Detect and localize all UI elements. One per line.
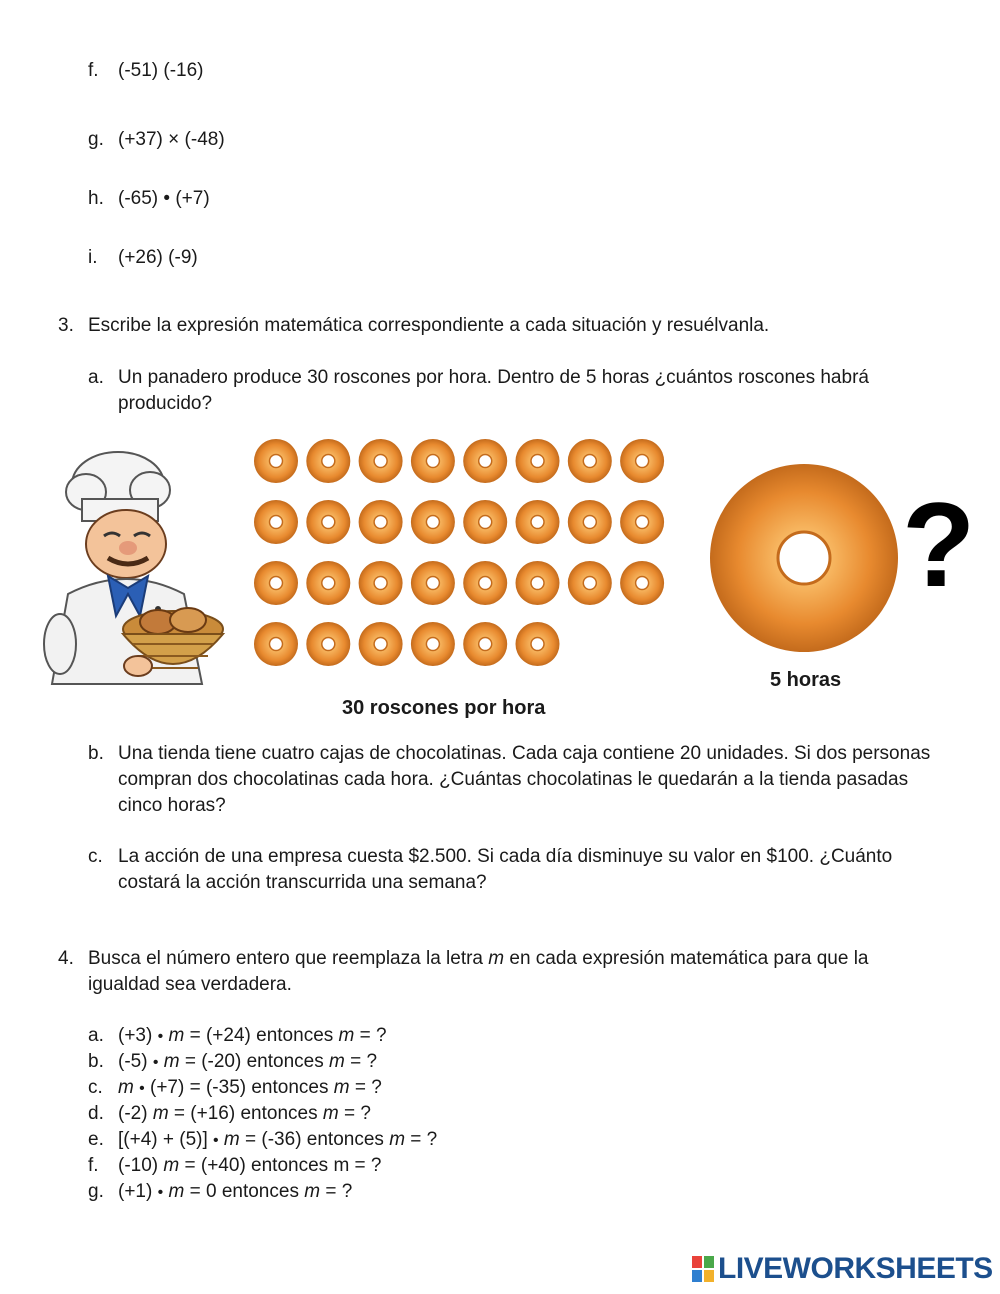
item-label: i.: [88, 247, 98, 268]
donut-icon: [254, 622, 298, 666]
item-label: a.: [88, 367, 104, 388]
item-expression: (-2) m = (+16) entonces m = ?: [118, 1103, 371, 1124]
donut-icon: [359, 500, 403, 544]
donut-icon: [359, 439, 403, 483]
item-label: e.: [88, 1129, 104, 1150]
item-text: Una tienda tiene cuatro cajas de chocolatinas. Cada caja contiene 20 unidades. Si dos personas compran dos chocolatinas cada hora. ¿Cuántas chocolatinas le quedarán a la tienda pasadas cinco horas?: [118, 743, 931, 816]
item-expression: (-65) • (+7): [118, 188, 210, 209]
question-number: 3.: [58, 315, 74, 336]
donut-icon: [568, 500, 612, 544]
donut-icon: [254, 561, 298, 605]
question-prompt: [88, 946, 908, 998]
donut-icon: [411, 500, 455, 544]
donut-icon: [359, 561, 403, 605]
item-label: h.: [88, 188, 104, 209]
item-expression: (+1) • m = 0 entonces m = ?: [118, 1181, 353, 1202]
donut-icon: [516, 561, 560, 605]
item-label: b.: [88, 1051, 104, 1072]
donut-icon: [516, 622, 560, 666]
item-label: f.: [88, 1155, 99, 1176]
item-label: d.: [88, 1103, 104, 1124]
item-label: f.: [88, 60, 99, 81]
donut-icon: [306, 622, 350, 666]
liveworksheets-logo[interactable]: [692, 1254, 993, 1284]
item-label: b.: [88, 743, 104, 764]
donut-icon: [568, 561, 612, 605]
donut-icon: [568, 439, 612, 483]
item-expression: (-10) m = (+40) entonces m = ?: [118, 1155, 382, 1176]
donut-icon: [620, 500, 664, 544]
donut-icon: [516, 500, 560, 544]
donut-icon: [463, 622, 507, 666]
item-label: g.: [88, 1181, 104, 1202]
item-label: a.: [88, 1025, 104, 1046]
item-expression: (-5) • m = (-20) entonces m = ?: [118, 1051, 378, 1072]
caption-hours: 5 horas: [770, 669, 842, 691]
donut-icon: [463, 439, 507, 483]
donut-icon: [411, 622, 455, 666]
donut-icon: [411, 439, 455, 483]
donut-icon: [516, 439, 560, 483]
donut-icon: [620, 439, 664, 483]
item-label: c.: [88, 1077, 103, 1098]
item-label: c.: [88, 846, 103, 867]
question-prompt: Escribe la expresión matemática correspondiente a cada situación y resuélvanla.: [88, 315, 770, 336]
donut-icon: [463, 500, 507, 544]
big-donut-icon: [706, 460, 902, 656]
donut-icon: [463, 561, 507, 605]
prompt-text: en cada expresión matemática para que la igualdad sea verdadera.: [88, 948, 869, 995]
item-expression: (+37) × (-48): [118, 129, 225, 150]
donut-icon: [254, 500, 298, 544]
liveworksheets-logo-icon: [692, 1256, 714, 1282]
donut-icon: [254, 439, 298, 483]
item-text: Un panadero produce 30 roscones por hora. Dentro de 5 horas ¿cuántos roscones habrá producido?: [118, 367, 869, 414]
donut-icon: [411, 561, 455, 605]
donut-icon: [620, 561, 664, 605]
item-expression: (+26) (-9): [118, 247, 198, 268]
variable-m: m: [488, 948, 505, 969]
prompt-text: Busca el número entero que reemplaza la letra: [88, 948, 489, 969]
item-label: g.: [88, 129, 104, 150]
item-expression: (-51) (-16): [118, 60, 204, 81]
donut-icon: [306, 561, 350, 605]
item-expression: [(+4) + (5)] • m = (-36) entonces m = ?: [118, 1129, 438, 1150]
brand-text: LIVEWORKSHEETS: [718, 1252, 993, 1285]
question-number: 4.: [58, 948, 74, 969]
item-expression: (+3) • m = (+24) entonces m = ?: [118, 1025, 387, 1046]
donut-icon: [306, 500, 350, 544]
item-expression: m • (+7) = (-35) entonces m = ?: [118, 1077, 382, 1098]
item-text: La acción de una empresa cuesta $2.500. Si cada día disminuye su valor en $100. ¿Cuánto costará la acción transcurrida una semana?: [118, 846, 893, 893]
donut-grid: [252, 437, 672, 677]
question-mark: ?: [902, 478, 976, 612]
baker-chef-icon: [38, 444, 238, 694]
donut-icon: [306, 439, 350, 483]
donut-icon: [359, 622, 403, 666]
caption-donuts: 30 roscones por hora: [342, 697, 546, 719]
